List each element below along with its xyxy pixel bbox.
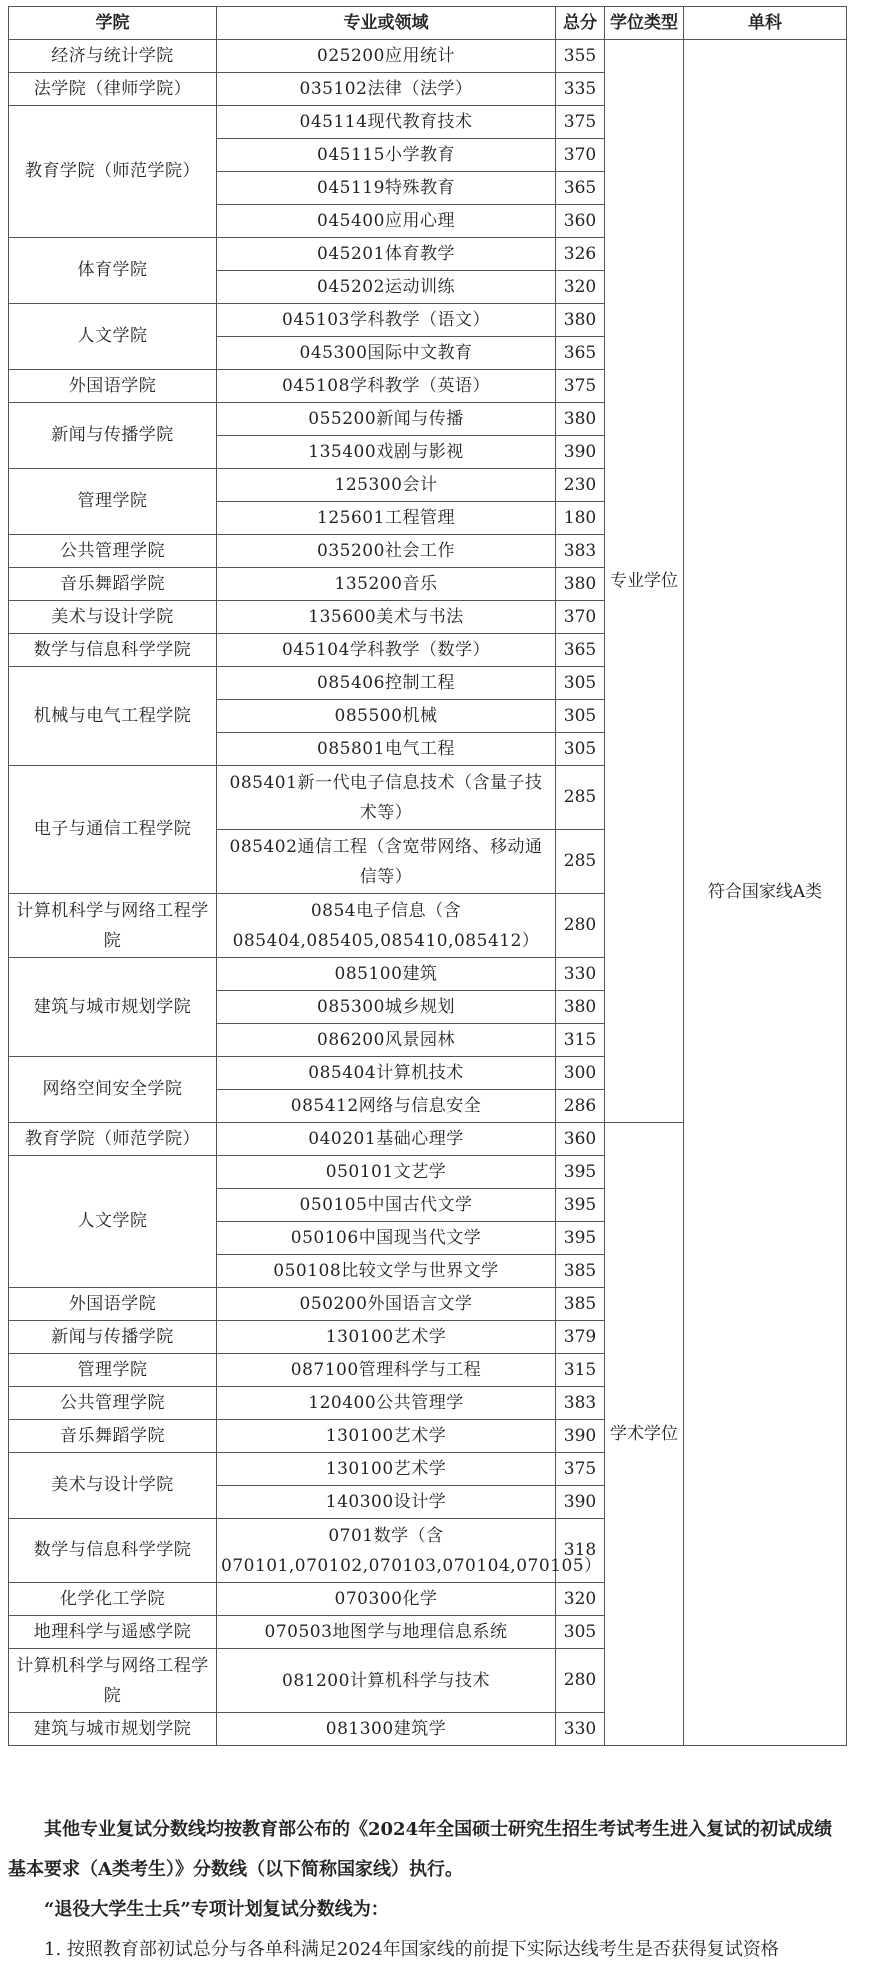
total-score-cell: 355 <box>556 40 605 73</box>
score-table-container <box>8 6 846 1746</box>
total-score-cell: 390 <box>556 1486 605 1519</box>
major-cell: 045104学科教学（数学） <box>217 634 556 667</box>
college-cell: 人文学院 <box>9 1156 217 1288</box>
college-cell: 法学院（律师学院） <box>9 73 217 106</box>
college-cell: 教育学院（师范学院） <box>9 1123 217 1156</box>
major-cell: 140300设计学 <box>217 1486 556 1519</box>
total-score-cell: 360 <box>556 1123 605 1156</box>
major-cell: 081300建筑学 <box>217 1713 556 1746</box>
total-score-cell: 180 <box>556 502 605 535</box>
header-single-subject: 单科 <box>684 7 847 40</box>
header-major: 专业或领域 <box>217 7 556 40</box>
table-body <box>9 40 847 1746</box>
college-cell: 音乐舞蹈学院 <box>9 568 217 601</box>
college-cell: 人文学院 <box>9 304 217 370</box>
total-score-cell: 375 <box>556 106 605 139</box>
major-cell: 087100管理科学与工程 <box>217 1354 556 1387</box>
major-cell: 070503地图学与地理信息系统 <box>217 1616 556 1649</box>
major-cell: 045300国际中文教育 <box>217 337 556 370</box>
total-score-cell: 305 <box>556 700 605 733</box>
total-score-cell: 390 <box>556 436 605 469</box>
college-cell: 计算机科学与网络工程学院 <box>9 1649 217 1713</box>
total-score-cell: 285 <box>556 830 605 894</box>
college-cell: 公共管理学院 <box>9 1387 217 1420</box>
header-degree-type: 学位类型 <box>605 7 684 40</box>
college-cell: 美术与设计学院 <box>9 601 217 634</box>
total-score-cell: 370 <box>556 601 605 634</box>
college-cell: 美术与设计学院 <box>9 1453 217 1519</box>
total-score-cell: 360 <box>556 205 605 238</box>
total-score-cell: 300 <box>556 1057 605 1090</box>
total-score-cell: 395 <box>556 1189 605 1222</box>
total-score-cell: 286 <box>556 1090 605 1123</box>
total-score-cell: 365 <box>556 337 605 370</box>
score-table <box>8 6 847 1746</box>
major-cell: 045115小学教育 <box>217 139 556 172</box>
college-cell: 外国语学院 <box>9 370 217 403</box>
total-score-cell: 335 <box>556 73 605 106</box>
college-cell: 管理学院 <box>9 1354 217 1387</box>
table-row <box>9 40 847 73</box>
total-score-cell: 380 <box>556 403 605 436</box>
major-cell: 085401新一代电子信息技术（含量子技术等） <box>217 766 556 830</box>
college-cell: 数学与信息科学学院 <box>9 634 217 667</box>
major-cell: 0854电子信息（含085404,085405,085410,085412） <box>217 894 556 958</box>
total-score-cell: 230 <box>556 469 605 502</box>
major-cell: 050101文艺学 <box>217 1156 556 1189</box>
major-cell: 085402通信工程（含宽带网络、移动通信等） <box>217 830 556 894</box>
major-cell: 035200社会工作 <box>217 535 556 568</box>
total-score-cell: 318 <box>556 1519 605 1583</box>
total-score-cell: 305 <box>556 667 605 700</box>
college-cell: 公共管理学院 <box>9 535 217 568</box>
college-cell: 数学与信息科学学院 <box>9 1519 217 1583</box>
total-score-cell: 380 <box>556 304 605 337</box>
table-header-row <box>9 7 847 40</box>
footer-paragraph-cut-off: 1. 按照教育部初试总分与各单科满足2024年国家线的前提下实际达线考生是否获得复试资格 <box>44 1939 779 1960</box>
total-score-cell: 280 <box>556 894 605 958</box>
total-score-cell: 370 <box>556 139 605 172</box>
college-cell: 经济与统计学院 <box>9 40 217 73</box>
total-score-cell: 380 <box>556 991 605 1024</box>
total-score-cell: 380 <box>556 568 605 601</box>
college-cell: 外国语学院 <box>9 1288 217 1321</box>
total-score-cell: 379 <box>556 1321 605 1354</box>
college-cell: 体育学院 <box>9 238 217 304</box>
major-cell: 055200新闻与传播 <box>217 403 556 436</box>
college-cell: 建筑与城市规划学院 <box>9 1713 217 1746</box>
header-college: 学院 <box>9 7 217 40</box>
major-cell: 085500机械 <box>217 700 556 733</box>
major-cell: 085300城乡规划 <box>217 991 556 1024</box>
major-cell: 130100艺术学 <box>217 1420 556 1453</box>
total-score-cell: 385 <box>556 1255 605 1288</box>
college-cell: 化学化工学院 <box>9 1583 217 1616</box>
total-score-cell: 315 <box>556 1354 605 1387</box>
major-cell: 045400应用心理 <box>217 205 556 238</box>
major-cell: 070300化学 <box>217 1583 556 1616</box>
major-cell: 0701数学（含070101,070102,070103,070104,070105） <box>217 1519 556 1583</box>
total-score-cell: 315 <box>556 1024 605 1057</box>
total-score-cell: 385 <box>556 1288 605 1321</box>
college-cell: 机械与电气工程学院 <box>9 667 217 766</box>
college-cell: 计算机科学与网络工程学院 <box>9 894 217 958</box>
college-cell: 新闻与传播学院 <box>9 1321 217 1354</box>
college-cell: 建筑与城市规划学院 <box>9 958 217 1057</box>
major-cell: 045103学科教学（语文） <box>217 304 556 337</box>
footer-paragraph-veteran-plan: “退役大学生士兵”专项计划复试分数线为： <box>44 1899 389 1920</box>
total-score-cell: 305 <box>556 1616 605 1649</box>
major-cell: 045114现代教育技术 <box>217 106 556 139</box>
major-cell: 135600美术与书法 <box>217 601 556 634</box>
total-score-cell: 365 <box>556 634 605 667</box>
total-score-cell: 330 <box>556 1713 605 1746</box>
total-score-cell: 305 <box>556 733 605 766</box>
total-score-cell: 383 <box>556 535 605 568</box>
total-score-cell: 285 <box>556 766 605 830</box>
college-cell: 新闻与传播学院 <box>9 403 217 469</box>
total-score-cell: 365 <box>556 172 605 205</box>
degree-type-cell: 学术学位 <box>605 1123 684 1746</box>
total-score-cell: 375 <box>556 1453 605 1486</box>
major-cell: 045119特殊教育 <box>217 172 556 205</box>
major-cell: 035102法律（法学） <box>217 73 556 106</box>
major-cell: 025200应用统计 <box>217 40 556 73</box>
total-score-cell: 280 <box>556 1649 605 1713</box>
major-cell: 050106中国现当代文学 <box>217 1222 556 1255</box>
college-cell: 网络空间安全学院 <box>9 1057 217 1123</box>
major-cell: 040201基础心理学 <box>217 1123 556 1156</box>
major-cell: 085801电气工程 <box>217 733 556 766</box>
total-score-cell: 320 <box>556 271 605 304</box>
major-cell: 045108学科教学（英语） <box>217 370 556 403</box>
major-cell: 086200风景园林 <box>217 1024 556 1057</box>
major-cell: 045202运动训练 <box>217 271 556 304</box>
college-cell: 电子与通信工程学院 <box>9 766 217 894</box>
college-cell: 地理科学与遥感学院 <box>9 1616 217 1649</box>
major-cell: 135200音乐 <box>217 568 556 601</box>
major-cell: 130100艺术学 <box>217 1321 556 1354</box>
total-score-cell: 375 <box>556 370 605 403</box>
total-score-cell: 395 <box>556 1222 605 1255</box>
major-cell: 135400戏剧与影视 <box>217 436 556 469</box>
college-cell: 音乐舞蹈学院 <box>9 1420 217 1453</box>
major-cell: 050105中国古代文学 <box>217 1189 556 1222</box>
degree-type-cell: 专业学位 <box>605 40 684 1123</box>
major-cell: 045201体育教学 <box>217 238 556 271</box>
footer-paragraph-national-line: 其他专业复试分数线均按教育部公布的《2024年全国硕士研究生招生考试考生进入复试的初试成绩基本要求（A类考生）》分数线（以下简称国家线）执行。 <box>8 1819 833 1880</box>
college-cell: 教育学院（师范学院） <box>9 106 217 238</box>
major-cell: 085406控制工程 <box>217 667 556 700</box>
total-score-cell: 330 <box>556 958 605 991</box>
total-score-cell: 395 <box>556 1156 605 1189</box>
major-cell: 130100艺术学 <box>217 1453 556 1486</box>
major-cell: 081200计算机科学与技术 <box>217 1649 556 1713</box>
major-cell: 120400公共管理学 <box>217 1387 556 1420</box>
major-cell: 085100建筑 <box>217 958 556 991</box>
total-score-cell: 383 <box>556 1387 605 1420</box>
total-score-cell: 390 <box>556 1420 605 1453</box>
college-cell: 管理学院 <box>9 469 217 535</box>
footer-notes <box>8 1810 846 1960</box>
major-cell: 125300会计 <box>217 469 556 502</box>
total-score-cell: 326 <box>556 238 605 271</box>
major-cell: 085412网络与信息安全 <box>217 1090 556 1123</box>
single-subject-cell: 符合国家线A类 <box>684 40 847 1746</box>
major-cell: 125601工程管理 <box>217 502 556 535</box>
total-score-cell: 320 <box>556 1583 605 1616</box>
major-cell: 085404计算机技术 <box>217 1057 556 1090</box>
header-total-score: 总分 <box>556 7 605 40</box>
major-cell: 050200外国语言文学 <box>217 1288 556 1321</box>
major-cell: 050108比较文学与世界文学 <box>217 1255 556 1288</box>
